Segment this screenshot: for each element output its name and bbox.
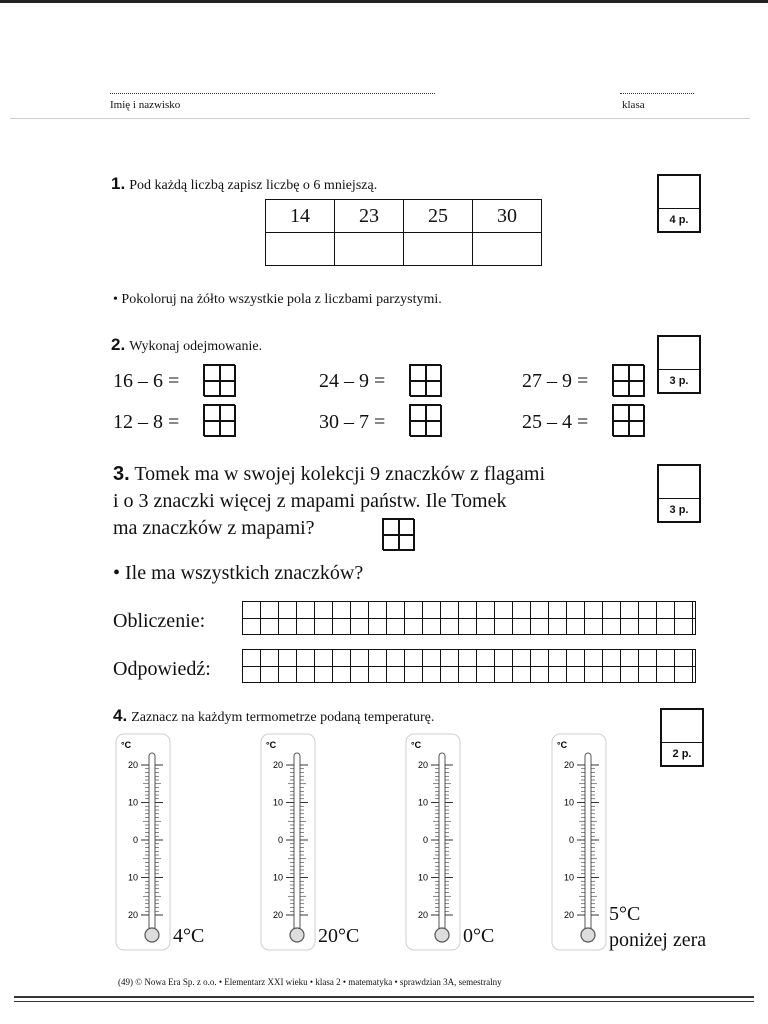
temperature-label: 20°C bbox=[318, 925, 360, 947]
top-border bbox=[0, 0, 768, 3]
unit-label: °C bbox=[266, 740, 277, 750]
thermometer-bulb bbox=[435, 928, 449, 942]
tick-label: 10 bbox=[563, 797, 574, 808]
equation: 25 – 4 = bbox=[522, 411, 589, 433]
task1-number-cell[interactable]: 23 bbox=[335, 200, 404, 233]
name-label: Imię i nazwisko bbox=[110, 99, 181, 111]
name-dotted-line[interactable] bbox=[110, 93, 435, 94]
tick-label: 0 bbox=[132, 835, 138, 845]
task1-heading bbox=[111, 174, 377, 194]
tick-label: 0 bbox=[277, 835, 283, 845]
thermometer-drawing bbox=[258, 733, 318, 953]
tick-label: 20 bbox=[563, 760, 574, 770]
tick-label: 0 bbox=[422, 835, 428, 845]
thermometer-tube bbox=[585, 753, 591, 931]
tick-label: 20 bbox=[417, 760, 428, 770]
answer-squares[interactable] bbox=[203, 404, 235, 436]
class-label: klasa bbox=[622, 99, 645, 111]
answer-label: Odpowiedź: bbox=[113, 658, 211, 680]
thermometer-bulb bbox=[581, 928, 595, 942]
answer-grid[interactable] bbox=[242, 649, 696, 683]
task3-line3: ma znaczków z mapami? bbox=[113, 517, 315, 539]
thermometer-drawing bbox=[113, 733, 173, 953]
answer-squares[interactable] bbox=[612, 404, 644, 436]
task3-score-field[interactable] bbox=[659, 466, 699, 499]
calculation-label: Obliczenie: bbox=[113, 610, 206, 632]
grid-midline bbox=[243, 618, 695, 619]
task3-bullet: • Ile ma wszystkich znaczków? bbox=[113, 562, 364, 584]
task1-number-cell[interactable]: 30 bbox=[473, 200, 542, 233]
task1-answer-cell[interactable] bbox=[335, 233, 404, 266]
task3-line1: Tomek ma w swojej kolekcji 9 znaczków z flagami bbox=[134, 463, 546, 485]
task1-number: 1. bbox=[111, 174, 126, 193]
thermometer-card bbox=[261, 734, 315, 950]
task1-instruction: Pod każdą liczbą zapisz liczbę o 6 mniejszą. bbox=[129, 178, 378, 193]
task1-number-cell[interactable]: 14 bbox=[266, 200, 335, 233]
equation: 16 – 6 = bbox=[113, 370, 180, 392]
unit-label: °C bbox=[557, 740, 568, 750]
temperature-label: 5°C poniżej zera bbox=[609, 903, 707, 951]
task2-heading bbox=[111, 335, 262, 355]
task3-points-box bbox=[657, 464, 701, 523]
answer-squares[interactable] bbox=[612, 364, 644, 396]
task1-points-label: 4 p. bbox=[669, 214, 689, 226]
equation: 12 – 8 = bbox=[113, 411, 180, 433]
task2-points-label: 3 p. bbox=[669, 375, 689, 387]
class-dotted-line[interactable] bbox=[620, 93, 694, 94]
thermometer-drawing bbox=[549, 733, 609, 953]
tick-label: 10 bbox=[563, 872, 574, 883]
thermometer-tube bbox=[294, 753, 300, 931]
thermometer[interactable] bbox=[549, 733, 609, 953]
below-zero-note: poniżej zera bbox=[609, 929, 707, 951]
task4-instruction: Zaznacz na każdym termometrze podaną temperaturę. bbox=[131, 710, 435, 725]
thermometer-tube bbox=[149, 753, 155, 931]
task4-points-box bbox=[660, 708, 704, 767]
tick-label: 10 bbox=[417, 872, 428, 883]
task4-score-field[interactable] bbox=[662, 710, 702, 743]
unit-label: °C bbox=[411, 740, 422, 750]
task1-points-box bbox=[657, 174, 701, 233]
unit-label: °C bbox=[121, 740, 132, 750]
calculation-grid[interactable] bbox=[242, 601, 696, 635]
tick-label: 10 bbox=[272, 797, 283, 808]
equation: 30 – 7 = bbox=[319, 411, 386, 433]
task3-points-label: 3 p. bbox=[669, 504, 689, 516]
tick-label: 10 bbox=[272, 872, 283, 883]
thermometer[interactable] bbox=[258, 733, 318, 953]
tick-label: 20 bbox=[563, 910, 574, 920]
thermometer-card bbox=[116, 734, 170, 950]
task3-text bbox=[113, 461, 545, 542]
tick-label: 10 bbox=[127, 872, 138, 883]
task1-answer-cell[interactable] bbox=[266, 233, 335, 266]
task1-answer-cell[interactable] bbox=[473, 233, 542, 266]
thermometer-bulb bbox=[145, 928, 159, 942]
thermometer-drawing bbox=[403, 733, 463, 953]
task4-number: 4. bbox=[113, 706, 128, 725]
tick-label: 20 bbox=[127, 760, 138, 770]
thermometer[interactable] bbox=[113, 733, 173, 953]
task2-score-field[interactable] bbox=[659, 337, 699, 370]
task1-answer-cell[interactable] bbox=[404, 233, 473, 266]
tick-label: 20 bbox=[417, 910, 428, 920]
tick-label: 20 bbox=[272, 760, 283, 770]
thermometer-tube bbox=[439, 753, 445, 931]
tick-label: 20 bbox=[272, 910, 283, 920]
answer-squares[interactable] bbox=[203, 364, 235, 396]
thermometer-bulb bbox=[290, 928, 304, 942]
task3-line2: i o 3 znaczki więcej z mapami państw. Ile Tomek bbox=[113, 490, 507, 512]
thermometer-card bbox=[552, 734, 606, 950]
task1-bullet: • Pokoloruj na żółto wszystkie pola z liczbami parzystymi. bbox=[113, 292, 442, 307]
tick-label: 0 bbox=[568, 835, 574, 845]
task3-answer-squares[interactable] bbox=[382, 518, 414, 550]
equation: 24 – 9 = bbox=[319, 370, 386, 392]
task2-points-box bbox=[657, 335, 701, 394]
tick-label: 10 bbox=[417, 797, 428, 808]
answer-squares[interactable] bbox=[409, 364, 441, 396]
task1-number-cell[interactable]: 25 bbox=[404, 200, 473, 233]
task1-number-table bbox=[265, 199, 542, 266]
thermometer-card bbox=[406, 734, 460, 950]
header-divider bbox=[10, 118, 750, 119]
task2-instruction: Wykonaj odejmowanie. bbox=[129, 339, 263, 354]
task4-heading bbox=[113, 706, 434, 726]
grid-midline bbox=[243, 666, 695, 667]
task3-number: 3. bbox=[113, 463, 130, 485]
answer-squares[interactable] bbox=[409, 404, 441, 436]
footer-line bbox=[14, 1001, 754, 1002]
footer-text: (49) © Nowa Era Sp. z o.o. • Elementarz XXI wieku • klasa 2 • matematyka • sprawdzian 3A, semestralny bbox=[118, 977, 502, 987]
temperature-label: 4°C bbox=[173, 925, 205, 947]
task4-points-label: 2 p. bbox=[672, 748, 692, 760]
footer-line bbox=[14, 996, 754, 998]
task1-score-field[interactable] bbox=[659, 176, 699, 209]
equation: 27 – 9 = bbox=[522, 370, 589, 392]
task2-number: 2. bbox=[111, 335, 126, 354]
temperature-label: 0°C bbox=[463, 925, 495, 947]
tick-label: 10 bbox=[127, 797, 138, 808]
tick-label: 20 bbox=[127, 910, 138, 920]
thermometer[interactable] bbox=[403, 733, 463, 953]
